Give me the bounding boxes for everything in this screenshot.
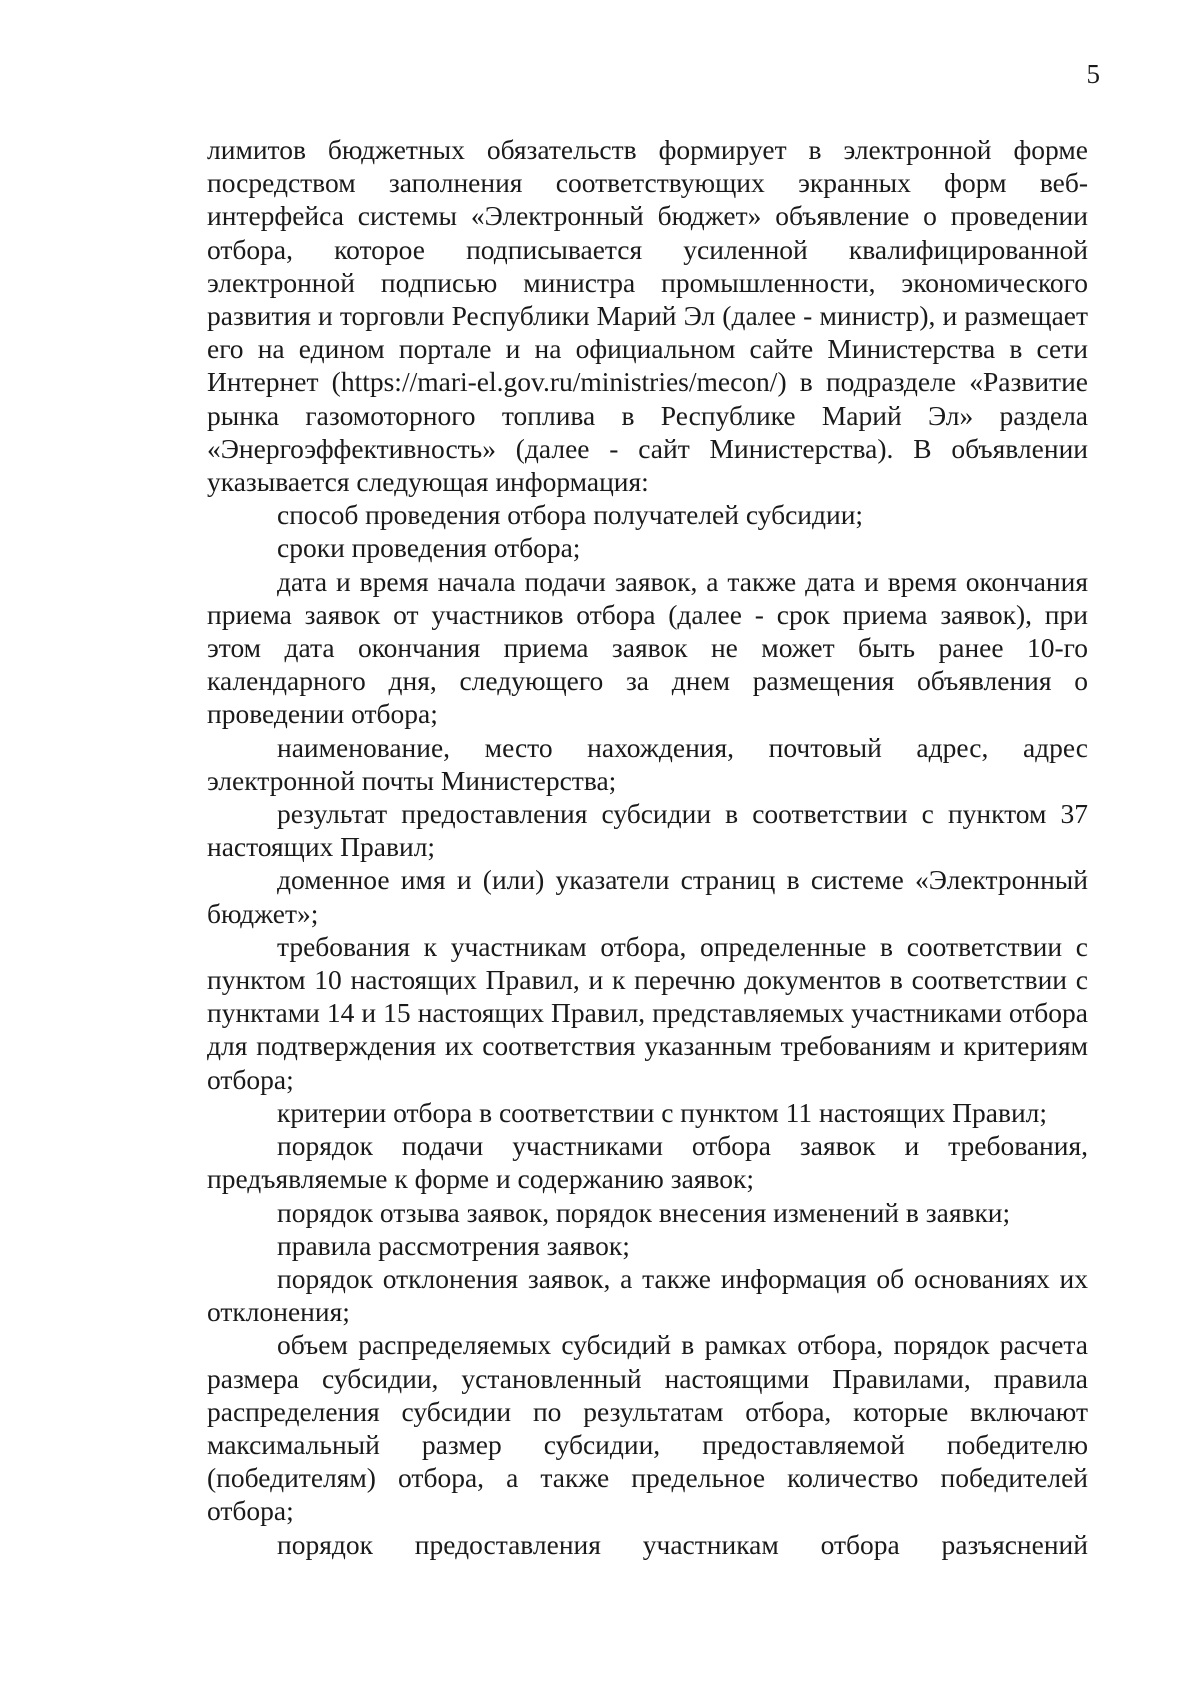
list-item: порядок отзыва заявок, порядок внесения изменений в заявки; <box>277 1196 1011 1228</box>
list-item: сроки проведения отбора; <box>277 532 581 564</box>
list-item: доменное имя и (или) указатели страниц в системе «Электронный бюджет»; <box>207 864 1088 929</box>
list-item: порядок подачи участниками отбора заявок и требования, предъявляемые к форме и содержанию заявок; <box>207 1130 1088 1195</box>
list-item: порядок отклонения заявок, а также информация об основаниях их отклонения; <box>207 1262 1088 1328</box>
list-item: способ проведения отбора получателей субсидии; <box>277 499 864 531</box>
list-item: правила рассмотрения заявок; <box>277 1229 630 1261</box>
list-item: наименование, место нахождения, почтовый адрес, адрес электронной почты Министерства; <box>207 731 1088 796</box>
page-number: 5 <box>1086 59 1100 89</box>
list-item: дата и время начала подачи заявок, а также дата и время окончания приема заявок от участников отбора (далее - срок приема заявок), при этом дата окончания приема заявок не может быть ранее 10-го календарного дня, следующего за днем размещения объявления о проведении отбора; <box>207 565 1088 730</box>
list-item: критерии отбора в соответствии с пунктом 11 настоящих Правил; <box>277 1096 1048 1128</box>
list-item: порядок предоставления участникам отбора разъяснений <box>277 1528 1088 1560</box>
document-body <box>207 133 1088 1561</box>
list-item: результат предоставления субсидии в соответствии с пунктом 37 настоящих Правил; <box>207 798 1088 863</box>
list-item: требования к участникам отбора, определенные в соответствии с пунктом 10 настоящих Правил, и к перечню документов в соответствии с пунктами 14 и 15 настоящих Правил, представляемых участниками отбора для подтверждения их соответствия указанным требованиям и критериям отбора; <box>207 930 1088 1095</box>
list-item: объем распределяемых субсидий в рамках отбора, порядок расчета размера субсидии, установленный настоящими Правилами, правила распределения субсидии по результатам отбора, которые включают максимальный размер субсидии, предоставляемой победителю (победителям) отбора, а также предельное количество победителей отбора; <box>207 1329 1088 1527</box>
paragraph-announcement-intro: лимитов бюджетных обязательств формирует в электронной форме посредством заполнения соответствующих экранных форм веб-интерфейса системы «Электронный бюджет» объявление о проведении отбора, которое подписывается усиленной квалифицированной электронной подписью министра промышленности, экономического развития и торговли Республики Марий Эл (далее - министр), и размещает его на едином портале и на официальном сайте Министерства в сети Интернет (https://mari-el.gov.ru/ministries/mecon/) в подразделе «Развитие рынка газомоторного топлива в Республике Марий Эл» раздела «Энергоэффективность» (далее - сайт Министерства). В объявлении указывается следующая информация: <box>207 134 1088 498</box>
